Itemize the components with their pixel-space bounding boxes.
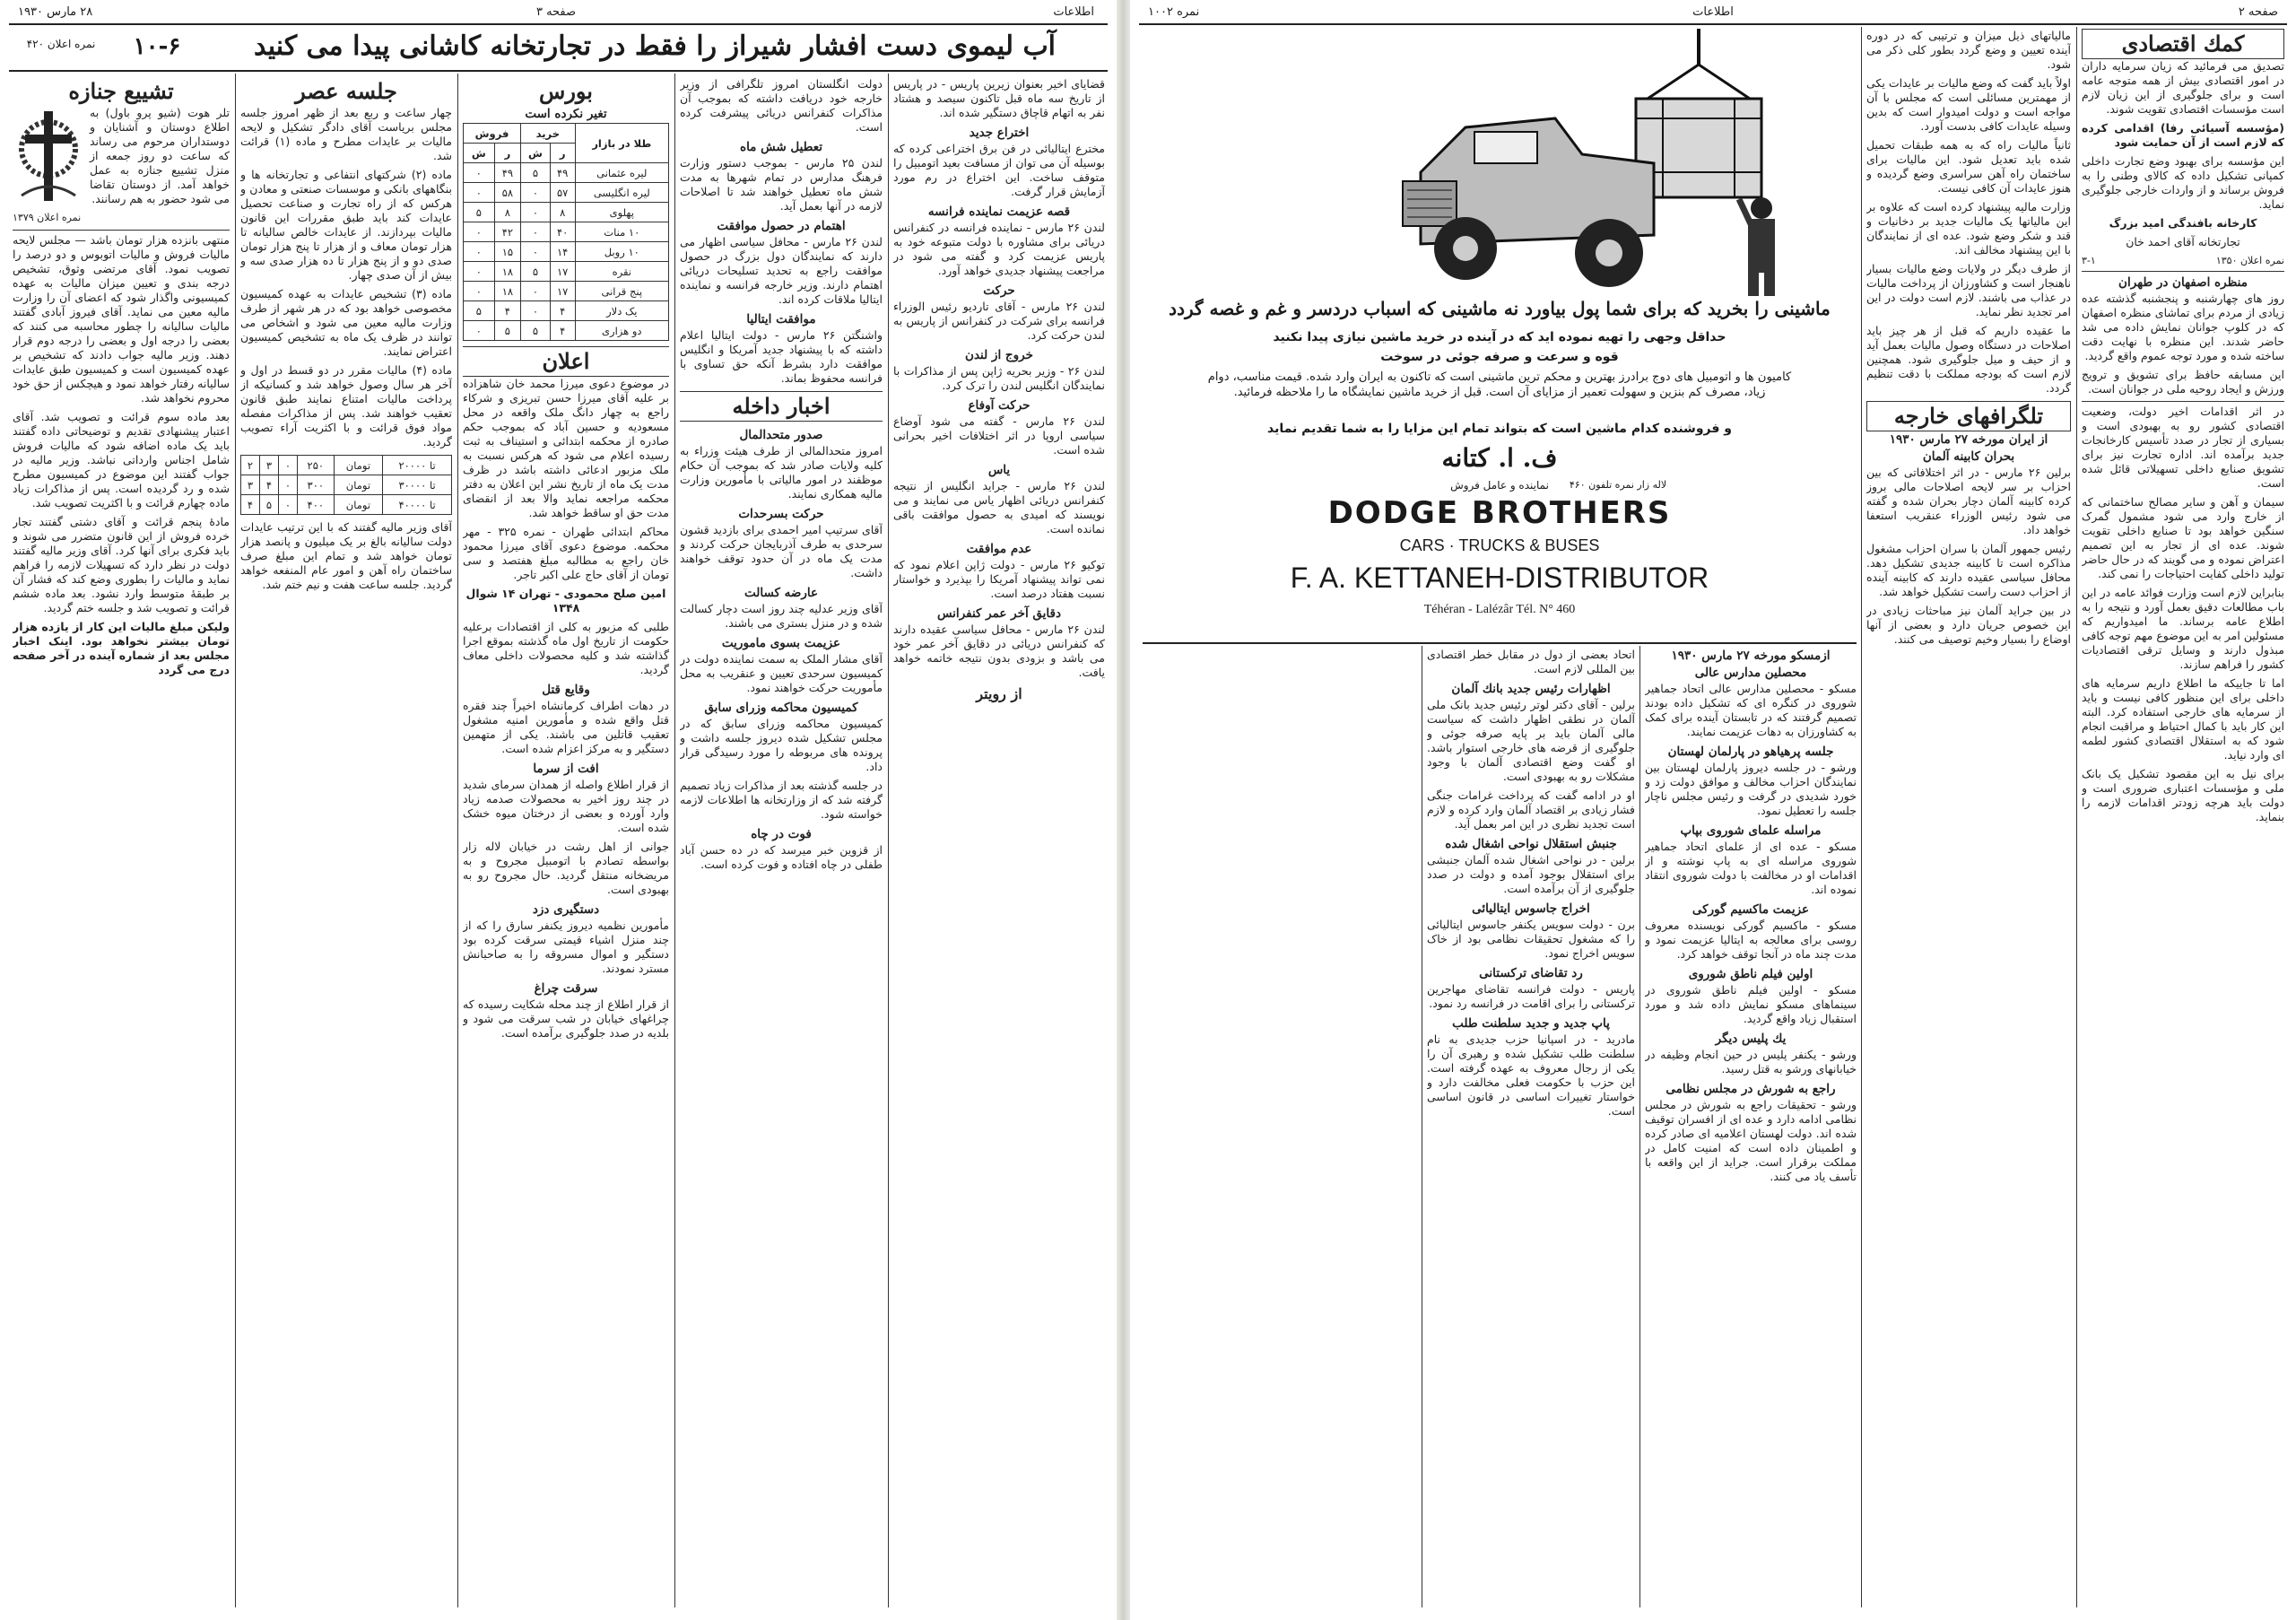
market-value: ۸ [550,203,575,222]
text: برلین - آقای دکتر لوتر رئیس جدید بانک ملی آلمان در نطقی اظهار داشت که سیاست مالی آلمان باید بر پایه صرفه جوئی و جلوگیری از قرضه های خارجی استوار باشد. او گفت وضع اقتصادی آلمان با وجود مشکلات رو به بهبودی است. [1427,698,1635,783]
subheading: صدور متحدالمال [739,428,823,442]
subheading: عارضه کسالت [744,586,819,600]
banner-ad-number: ۱۰-۶ [133,33,181,60]
text: ماده (۴) مالیات مقرر در دو قسط در اول و آخر هر سال وصول خواهد شد و کسانیکه از پرداخت مالیات امتناع نمایند طبق قانون تعقیب خواهند شد. پس از مذاکرات مفصله مواد فوق قرائت و با اکثریت آراء تصویب گردید. [240,363,452,449]
col-sub: ر [494,144,520,163]
subheading: عزیمت ماکسیم گورکی [1692,902,1810,917]
cross-wreath-icon [13,106,84,205]
market-row [464,163,669,183]
ad-line: و فروشنده کدام ماشین است که بتواند تمام این مزایا را به شما تقدیم نماید [1267,422,1732,436]
market-value: ۵ [464,203,495,222]
text: در اثر اقدامات اخیر دولت، وضعیت اقتصادی کشور رو به بهبودی است و بسیاری از تجار در صدد تأسیس کارخانجات جدید برآمده اند. اداره تجارت نیز برای تشویق صنایع داخلی تسهیلاتی قائل شده است. [2082,405,2284,490]
banner-ad: آب لیموی دست افشار شیراز را فقط در تجارتخانه کاشانی پیدا می کنید [253,30,1057,62]
text: آقای سرتیپ امیر احمدی برای بازدید قشون سرحدی به طرف آذربایجان حرکت کردند و مدت یک ماه در آن حدود توقف خواهند داشت. [680,523,883,579]
text: از قرار اطلاع از چند محله شکایت رسیده که چراغهای خیابان در شب سرقت می شود و بلدیه در صدد جلوگیری برآمده است. [463,997,669,1040]
market-value: ۰ [521,203,551,222]
text: توکیو ۲۶ مارس - دولت ژاپن اعلام نمود که نمی تواند پیشنهاد آمریکا را بپذیرد و خواستار نسبت هفتاد درصد است. [893,558,1105,600]
column-r5 [1143,648,1416,1607]
text: بنابراین لازم است وزارت فوائد عامه در این باب مطالعات دقیق بعمل آورد و نتیجه را به اطلاع عامه برساند. ما امیدواریم که مسئولین امر به این موضوع مهم توجه کافی مبذول دارند و وسایل ترقی اقتصادیات کشور را فراهم سازند. [2082,586,2284,671]
column-jalase [240,77,452,1611]
subheading: راجع به شورش در مجلس نظامی [1665,1082,1836,1096]
section-title-akhbar: اخبار داخله [680,391,883,422]
market-value: ۰ [464,163,495,183]
text: لندن ۲۶ - وزیر بحریه ژاپن پس از مذاکرات با نمایندگان انگلیس لندن را ترک کرد. [893,364,1105,392]
subheading: حرکت آوفاع [968,398,1031,413]
text: او در ادامه گفت که پرداخت غرامات جنگی فشار زیادی بر اقتصاد آلمان وارد کرده و لازم است تجدید نظری در این امر بعمل آید. [1427,788,1635,831]
ad-seller-sub: نماینده و عامل فروش [1450,479,1549,492]
tax-cell: ۰ [279,475,298,495]
text: ماده (۲) شرکتهای انتفاعی و تجارتخانه ها و بنگاههای بانکی و موسسات صنعتی و معادن و هرکس که از راه تجارت و صناعت تحصیل عایدات کند باید طبق مقررات این قانون مالیات بپردازند. از عایدات خالص سالیانه تا هزار تومان معاف و از هزار تا پنج هزار تومان صدی دو و از پنج هزار تا ده هزار صدی سه و بیش از آن صدی چهار. [240,168,452,282]
subheading: حرکت [983,283,1015,298]
text: برلین - در نواحی اشغال شده آلمان جنبشی برای استقلال بوجود آمده و دولت در صدد جلوگیری از آن برآمده است. [1427,853,1635,895]
market-value: ۵۸ [494,183,520,203]
subheading: دقایق آخر عمر کنفرانس [936,606,1062,621]
market-value: ۱۸ [494,262,520,282]
market-row [464,321,669,341]
text: تلر هوت (شیو پرو باول) به اطلاع دوستان و آشنایان و دوستداران مرحوم می رساند که ساعت دو روز جمعه از منزل تشییع جنازه به عمل خواهد آمد. از دوستان تقاضا می شود حضور به هم رسانند. [90,106,230,205]
market-value: ۰ [464,222,495,242]
text: محاکم ابتدائی طهران - نمره ۳۲۵ - مهر محکمه. موضوع دعوی آقای میرزا محمود خان راجع به مطالبه مبلغ هفتصد و سی تومان از آقای حاج علی اکبر تاجر. [463,525,669,581]
dateline: ازمسکو مورخه ۲۷ مارس ۱۹۳۰ [1671,649,1831,663]
text: اتحاد بعضی از دول در مقابل خطر اقتصادی بین المللی لازم است. [1427,648,1635,675]
subheading: وقایع قتل [542,683,590,697]
text: این مؤسسه برای بهبود وضع تجارت داخلی کمپانی تشکیل داده که کالای وطنی را به فروش برساند و از واردات خارجی جلوگیری نماید. [2082,154,2284,211]
subheading: منظره اصفهان در طهران [2118,275,2248,290]
market-value: ۸ [494,203,520,222]
subheading: کمیسیون محاکمه وزرای سابق [704,701,858,715]
market-value: ۰ [521,183,551,203]
market-value: ۰ [521,301,551,321]
market-value: ۴۲ [494,222,520,242]
text: مسکو - محصلین مدارس عالی اتحاد جماهیر شوروی در کنگره ای که تشکیل داده بودند تصمیم گرفتند که در تابستان آینده برای کمک به کشاورزان به دهات عزیمت نمایند. [1645,682,1857,738]
column-akhbar [680,77,883,1611]
column-reuter [893,77,1105,1611]
text: ورشو - یکنفر پلیس در حین انجام وظیفه در خیابانهای ورشو به قتل رسید. [1645,1048,1857,1076]
ad-line: حداقل وجهی را تهیه نموده اید که در آینده در خرید ماشین نیازی پیدا نکنید [1273,330,1726,344]
column-r3 [1645,648,1857,1607]
market-value: ۰ [521,282,551,301]
market-value: ۱۵ [494,242,520,262]
text: کمیسیون محاکمه وزرای سابق که در مجلس تشکیل شده دیروز جلسه داشت و پرونده های مربوطه را مورد رسیدگی قرار داد. [680,717,883,773]
text: ماده (۳) تشخیص عایدات به عهده کمیسیون مخصوصی خواهد بود که در هر شهر از طرف وزارت مالیه معین می شود و اشخاص می توانند در ظرف یک ماه به تشخیص کمیسیون اعتراض نمایند. [240,287,452,358]
tax-cell: تا ۴۰۰۰۰ [383,495,452,515]
subheading: عزیمت بسوی ماموریت [721,636,841,650]
elan-signature: امین صلح محمودی - تهران ۱۴ شوال ۱۳۴۸ [465,587,666,614]
text: در جلسه گذشته بعد از مذاکرات زیاد تصمیم گرفته شد که از وزارتخانه ها اطلاعات لازمه خواسته شود. [680,779,883,821]
market-row [464,262,669,282]
market-value: ۵۷ [550,183,575,203]
market-value: ۴۰ [550,222,575,242]
market-row [464,183,669,203]
subheading: فوت در چاه [751,827,812,841]
tax-table-body [241,456,452,515]
text: مادرید - در اسپانیا حزب جدیدی به نام سلطنت طلب تشکیل شده و رهبری آن را یکی از رجال معروف به عهده گرفته است. این حزب با حکومت فعلی مخالفت دارد و خواستار تغییرات اساسی در قانون اساسی است. [1427,1032,1635,1118]
tax-cell: ۳ [260,456,279,475]
subheading: تعطیل شش ماه [740,140,822,154]
text: ورشو - تحقیقات راجع به شورش در مجلس نظامی ادامه دارد و عده ای از افسران توقیف شده اند. دولت لهستان اعلامیه ای صادر کرده و اطمینان داده است که امنیت کامل در مملکت برقرار است. جراید از این واقعه با تأسف یاد می کنند. [1645,1098,1857,1183]
ad-body: کامیون ها و اتومبیل های دوج برادرز بهترین و محکم ترین ماشینی است که تاکنون به ایران وارد شده. قیمت مناسب، دوام زیاد، مصرف کم بنزین و سهولت تعمیر از مزایای آن است. قبل از خرید ماشین نمایشگاه ما را ملاحظه فرمائید. [1207,370,1792,399]
column-komak [2082,29,2284,1607]
market-value: ۵ [521,262,551,282]
banner-ad-label: نمره اعلان ۴۲۰ [26,38,96,50]
subheading: محصلین مدارس عالی [1694,666,1807,680]
banner-rule [9,70,1108,72]
market-value: ۴۹ [494,163,520,183]
market-item: لیره عثمانی [575,163,668,183]
text: آقای وزیر عدلیه چند روز است دچار کسالت شده و در منزل بستری می باشند. [680,602,883,630]
ad-seller: ف. ا. کتانه [1441,443,1558,473]
text: آقای وزیر مالیه گفتند که با این ترتیب عایدات دولت سالیانه بالغ بر یک میلیون و پانصد هزار تومان خواهد شد و تمام این مبلغ صرف ساختمان راه آهن و امور عام المنفعه خواهد گردید. جلسه ساعت هفت و نیم ختم شد. [240,520,452,591]
market-item: نقره [575,262,668,282]
text: پاریس - دولت فرانسه تقاضای مهاجرین ترکستانی را برای اقامت در فرانسه رد نمود. [1427,982,1635,1010]
tax-cell: تومان [334,475,383,495]
column-bourse [463,77,669,1611]
text-bold: کارخانه بافندگی امید بزرگ [2109,216,2257,230]
text: بعد ماده سوم قرائت و تصویب شد. آقای اعتبار پیشنهادی تقدیم و توضیحاتی داده گفتند باید یک ماده اضافه شود که مالیات فروش شامل اجناس وارداتی نباشد. وزیر مالیه در جواب گفتند این موضوع در کمیسیون مطرح شده و رد گردیده است. پس از مذاکرات زیاد ماده چهارم قرائت و با اکثریت تصویب شد. [13,410,230,510]
text: آقای مشار الملک به سمت نماینده دولت در کمیسیون سرحدی تعیین و عنقریب به محل مأموریت حرکت خواهند نمود. [680,652,883,694]
subheading: یك پلیس دیگر [1715,1032,1787,1046]
left-header-page: صفحه ۳ [535,5,577,19]
subheading: افت از سرما [533,762,599,776]
tax-cell: ۰ [279,495,298,515]
text: برای نیل به این مقصود تشکیل یک بانک ملی و مؤسسات اعتباری ضروری است و دولت باید هرچه زودتر اقدامات لازمه را بنماید. [2082,767,2284,823]
left-header-paper: اطلاعات [1053,5,1094,19]
market-value: ۱۷ [550,282,575,301]
subheading: بحران کابینه آلمان [1922,449,2015,464]
text: امروز متحدالمالی از طرف هیئت وزراء به کلیه ولایات صادر شد که بموجب آن حکام موظفند در امور مالیاتی با مأمورین وزارت مالیه همکاری نمایند. [680,444,883,501]
text: در دهات اطراف کرمانشاه اخیراً چند فقره قتل واقع شده و مأمورین امنیه مشغول تعقیب قاتلین می باشند. یکی از متهمین دستگیر و به مرکز اعزام شده است. [463,699,669,755]
col-sub: ش [464,144,495,163]
market-value: ۰ [464,183,495,203]
komak-title: کمك اقتصادی [2082,29,2284,59]
ad-label: نمره اعلان ۱۳۷۹ [13,212,82,223]
section-title: از رویتر [976,685,1022,702]
ad-line: قوه و سرعت و صرفه جوئی در سوخت [1380,350,1619,364]
bourse-title: بورس [539,78,593,104]
ad-distributor: F. A. KETTANEH-DISTRIBUTOR [1290,562,1709,594]
tax-cell: ۵ [260,495,279,515]
text: تجارتخانه آقای احمد خان [2126,235,2240,248]
subheading: قصه عزیمت نماینده فرانسه [927,205,1071,219]
ad-label: نمره اعلان ۱۳۵۰ [2215,255,2284,266]
text: لندن ۲۶ مارس - جراید انگلیس از نتیجه کنفرانس دریائی اظهار یاس می نمایند و می نویسند که امیدی به حصول موافقت باقی نمانده است. [893,479,1105,536]
text: از قرار اطلاع واصله از همدان سرمای شدید در چند روز اخیر به محصولات صدمه زیاد وارد آورده و بعضی از درختان میوه خشک شده است. [463,778,669,834]
market-row [464,282,669,301]
ad-brand-sub: CARS · TRUCKS & BUSES [1399,536,1600,554]
text: واشنگتن ۲۶ مارس - دولت ایتالیا اعلام داشته که با پیشنهاد جدید آمریکا و انگلیس موافقت دارد بشرط آنکه حق تساوی با فرانسه محفوظ بماند. [680,328,883,385]
text: رئیس جمهور آلمان با سران احزاب مشغول مذاکره است تا کابینه جدیدی تشکیل دهد. محافل سیاسی عقیده دارند که کابینه آینده از احزاب دست راست تشکیل خواهد شد. [1866,542,2071,598]
ad-brand: DODGE BROTHERS [1327,495,1672,531]
tax-row [241,456,452,475]
text: لندن ۲۶ مارس - نماینده فرانسه در کنفرانس دریائی برای مشاوره با دولت متبوعه خود به پاریس عزیمت کرد و گفته می شود در مراجعت پیشنهاد جدیدی خواهد آورد. [893,221,1105,277]
tax-cell: ۲ [241,456,260,475]
market-table-body [464,163,669,341]
ad-address: Téhéran - Lalézâr Tél. N° 460 [1423,603,1576,616]
subheading: اهتمام در حصول موافقت [717,219,846,233]
text-bold: (مؤسسه آسیائی رفا) اقدامی کرده که لازم است از آن حمایت شود [2082,121,2284,149]
subheading: دستگیری دزد [532,902,600,917]
market-value: ۴ [494,301,520,321]
text: مخترع ایتالیائی در فن برق اختراعی کرده که بوسیله آن می توان از مسافت بعید اتومبیل را متوقف ساخت. این اختراع در رم مورد آزمایش قرار گرفت. [893,142,1105,198]
subheading: خروج از لندن [965,348,1033,362]
tax-table [240,455,452,515]
col-sub: ش [521,144,551,163]
truck-illustration-icon [1385,29,1833,298]
market-value: ۵ [521,321,551,341]
market-value: ۱۸ [494,282,520,301]
text: اولاً باید گفت که وضع مالیات بر عایدات یکی از مهمترین مسائلی است که مجلس با آن مواجه است و دولت امیدوار است که بدین وسیله عایدات کافی بدست آورد. [1866,76,2071,133]
text: مسکو - عده ای از علمای اتحاد جماهیر شوروی مراسله ای به پاپ نوشته و از اقدامات او در مخالفت با دولت شوروی انتقاد نموده اند. [1645,840,1857,896]
market-value: ۵ [464,301,495,321]
market-value: ۵ [521,163,551,183]
text: برن - دولت سویس یکنفر جاسوس ایتالیائی را که مشغول تحقیقات نظامی بود از خاک سویس اخراج نمود. [1427,918,1635,960]
text: اما تا جاییکه ما اطلاع داریم سرمایه های داخلی برای این منظور کافی نیست و باید از سرمایه های خارجی استفاده کرد. البته این کار باید با کمال احتیاط و مراقبت انجام شود که به استقلال اقتصادی کشور لطمه ای وارد نیاید. [2082,676,2284,762]
text: لندن ۲۶ مارس - آقای تاردیو رئیس الوزراء فرانسه برای شرکت در کنفرانس از پاریس به لندن حرکت کرد. [893,300,1105,342]
ad-headline: ماشینی را بخرید که برای شما پول بیاورد نه ماشینی که اسباب دردسر و غم و غصه گردد [1169,298,1831,319]
market-row [464,222,669,242]
market-table [463,123,669,341]
market-item: پنج قرانی [575,282,668,301]
text: این مسابقه حافظ برای تشویق و ترویج ورزش و ایجاد روحیه ملی در جوانان است. [2082,368,2284,396]
market-item: ۱۰ منات [575,222,668,242]
text: در موضوع دعوی میرزا محمد خان شاهزاده بر علیه آقای میرزا حسن تبریزی و شرکاء راجع به چهار دانگ ملک واقعه در محل مسعودیه و حسین آباد که بموجب حکم صادره از محکمه ابتدائی و استیناف به ثبت رسیده اعلام می شود که هرکس نسبت به ملک مزبور ادعائی داشته باشد در ظرف مدت یک ماه از تاریخ نشر این اعلان به دفتر محکمه مراجعه نماید والا بعد از انقضای مدت حق او ساقط خواهد شد. [463,377,669,519]
col-head-buy: خرید [521,124,575,144]
market-row [464,301,669,321]
subheading: پاپ جدید و جدید سلطنت طلب [1452,1016,1610,1031]
market-value: ۰ [521,242,551,262]
text: تصدیق می فرمائید که زیان سرمایه داران در امور اقتصادی بیش از همه متوجه عامه است و برای جلوگیری از این زیان لازم است مؤسسات اقتصادی تقویت شوند. [2082,59,2284,116]
left-page [0,0,1117,1620]
market-value: ۰ [464,242,495,262]
tax-row [241,495,452,515]
market-item: ۱۰ روبل [575,242,668,262]
text: روز های چهارشنبه و پنجشنبه گذشته عده زیادی از مردم برای تماشای منظره اصفهان که در کلوپ جوانان نمایش داده می شد حاضر شدند. این منظره با نهایت دقت ساخته شده و مورد توجه عموم واقع گردید. [2082,292,2284,362]
text: سیمان و آهن و سایر مصالح ساختمانی که از خارج وارد می شود مشمول گمرک سنگین خواهد بود تا صنایع داخلی تقویت شوند. عده ای از تجار به این تصمیم اعتراض نموده و می گویند که در حال حاضر تولید داخلی کفایت احتیاجات را نمی کند. [2082,495,2284,580]
text: از قزوین خبر میرسد که در ده حسن آباد طفلی در چاه افتاده و فوت کرده است. [680,843,883,871]
tax-cell: ۳۰۰ [298,475,335,495]
text: وزارت مالیه پیشنهاد کرده است که علاوه بر این مالیاتها یک مالیات جدید بر دخانیات و قند و شکر وضع شود. عده ای از نمایندگان با این پیشنهاد مخالف اند. [1866,200,2071,257]
market-value: ۰ [521,222,551,242]
text: مأمورین نظمیه دیروز یکنفر سارق را که از چند منزل اشیاء قیمتی سرقت کرده بود دستگیر و اموال مسروقه را به صاحبانش مسترد نمودند. [463,919,669,975]
tax-cell: ۲۵۰ [298,456,335,475]
subheading: حرکت بسرحدات [738,507,824,521]
dodge-advertisement [1143,29,1857,642]
right-header-paper: اطلاعات [1692,5,1734,19]
text: مادهٔ پنجم قرائت و آقای دشتی گفتند تجار خرده فروش از این قانون متضرر می شوند و باید فکری برای آنها کرد. آقای وزیر مالیه گفتند دولت در نظر دارد که تسهیلات لازمه را فراهم نماید و مالیات را بطوری وضع کند که فشار آن بر طبقهٔ متوسط وارد نشود. بعد ماده ششم قرائت و تصویب شد و جلسه ختم گردید. [13,515,230,614]
market-value: ۰ [464,262,495,282]
subheading: یاس [987,463,1011,477]
col-sub: ر [550,144,575,163]
market-value: ۱۷ [550,262,575,282]
tax-cell: ۴ [241,495,260,515]
market-row [464,242,669,262]
text: مالیاتهای ذیل میزان و ترتیبی که در دوره آینده تعیین و وضع گردد بطور کلی ذکر می شود. [1866,29,2071,71]
text: لندن ۲۶ مارس - محافل سیاسی عقیده دارند که کنفرانس دریائی در دقایق آخر عمر خود می باشد و بزودی بدون نتیجه خاتمه خواهد یافت. [893,623,1105,679]
subheading: جلسه پرهیاهو در پارلمان لهستان [1667,745,1834,759]
column-tashyi [13,77,230,1611]
tax-cell: ۳ [241,475,260,495]
elan-title: اعلان [463,346,669,377]
text: دولت انگلستان امروز تلگرافی از وزیر خارجه خود دریافت داشته که بموجب آن مذاکرات کنفرانس دریائی پیشرفت کرده است. [680,77,883,134]
text: جوانی از اهل رشت در خیابان لاله زار بواسطه تصادم با اتومبیل مجروح و به مریضخانه منتقل گردید. حال مجروح رو به بهبودی است. [463,840,669,896]
text: برلین ۲۶ مارس - در اثر اختلافاتی که بین احزاب بر سر لایحه اصلاحات مالی بروز کرده کابینه آلمان دچار بحران شده و گفته می شود رئیس الوزراء عنقریب استعفا خواهد داد. [1866,466,2071,536]
tashyi-title: تشییع جنازه [68,78,174,104]
tax-row [241,475,452,495]
column-second [1866,29,2071,1607]
ad-number: ۳-۱ [2082,255,2096,266]
subheading: عدم موافقت [966,542,1032,556]
subheading: اظهارات رئیس جدید بانك آلمان [1451,682,1611,696]
market-value: ۰ [464,321,495,341]
subheading: رد تقاضای ترکستانی [1479,966,1583,980]
tax-cell: تومان [334,495,383,515]
text: در بین جراید آلمان نیز مباحثات زیادی در این خصوص جریان دارد و بعضی از آنها اوضاع را بسیار وخیم توصیف می کنند. [1866,604,2071,646]
subheading: اخراج جاسوس ایتالیائی [1472,901,1590,916]
text: طلبی که مزبور به کلی از اقتصادات برعلیه حکومت از تاریخ اول ماه گذشته بموقع اجرا گذاشته شد و کلیه محصولات داخلی معاف گردید. [463,620,669,676]
market-item: پهلوی [575,203,668,222]
text: ثانیاً مالیات راه که به همه طبقات تحمیل شده باید تعدیل شود. این مالیات برای ساختمان راه آهن سراسری وضع گردیده و هنوز عایدات آن کافی نیست. [1866,138,2071,195]
col-head-gold: طلا در بازار [575,124,668,163]
market-value: ۵ [494,321,520,341]
tax-cell: ۴ [260,475,279,495]
subheading: اختراع جدید [969,126,1030,140]
market-item: یک دلار [575,301,668,321]
text: لندن ۲۶ مارس - محافل سیاسی اظهار می دارند که نمایندگان دول بزرگ در حصول موافقت راجع به تحدید تسلیحات دریائی اهتمام دارند. وزیر خارجه فرانسه و نماینده ایتالیا ملاقات کرده اند. [680,235,883,306]
market-item: لیره انگلیسی [575,183,668,203]
subheading: از ایران مورخه ۲۷ مارس ۱۹۳۰ [1889,432,2048,447]
text-bold: ولیکن مبلغ مالیات این کار از یازده هزار تومان بیشتر نخواهد بود. اینک اخبار مجلس بعد از شماره آینده در آخر صفحه درج می گردد [13,620,230,676]
market-value: ۱۴ [550,242,575,262]
tax-cell: ۴۰۰ [298,495,335,515]
text: مسکو - اولین فیلم ناطق شوروی در سینماهای مسکو نمایش داده شد و مورد استقبال زیاد واقع گردید. [1645,983,1857,1025]
text: منتهی بانزده هزار تومان باشد — مجلس لایحه مالیات فروش و مالیات اتوبوس و دو درصد را تصویب نمود. آقای مرتضی وثوق، تشخیص درجه بندی و تعیین میزان مالیات به عهده کمیسیونی واگذار شود که اعضای آن را وزارت مالیه معین می نماید. آقای فیروز آبادی گفتند مالیات سالیانه را چطور محاسبه می کنند که بعضی را درجه اول و بعضی را درجه دوم قرار دهند. وزیر مالیه جواب دادند که تشخیص بر عهده کمیسیون است و کمیسیون طبق عایدات سالیانه رفتار خواهد نمود و هیچکس از حق خود محروم نخواهد شد. [13,233,230,405]
market-item: دو هزاری [575,321,668,341]
market-value: ۴ [550,321,575,341]
market-value: ۰ [464,282,495,301]
subheading: موافقت ایتالیا [746,312,816,327]
text: ورشو - در جلسه دیروز پارلمان لهستان بین نمایندگان احزاب مخالف و موافق دولت زد و خورد شدیدی در گرفت و رئیس مجلس ناچار جلسه را تعطیل نمود. [1645,761,1857,817]
subheading: اولین فیلم ناطق شوروی [1688,967,1813,981]
telegraph-title: تلگرافهای خارجه [1866,401,2071,431]
subheading: جنبش استقلال نواحی اشغال شده [1445,837,1617,851]
bourse-subtitle: تغیر نکرده است [525,107,607,121]
tax-cell: تومان [334,456,383,475]
col-head-sell: فروش [464,124,521,144]
text: از طرف دیگر در ولایات وضع مالیات بسیار ناهنجار است و کشاورزان از پرداخت مالیات در عذاب می باشند. لازم است دولت در این امر تجدید نظر نماید. [1866,262,2071,318]
tax-cell: تا ۲۰۰۰۰ [383,456,452,475]
tax-cell: ۰ [279,456,298,475]
subheading: مراسله علمای شوروی بپاپ [1680,823,1822,838]
text: چهار ساعت و ربع بعد از ظهر امروز جلسه مجلس بریاست آقای دادگر تشکیل و لایحه مالیات بر عایدات مطرح و ماده (۱) قرائت شد. [240,106,452,162]
column-r4 [1427,648,1635,1607]
text: لندن ۲۵ مارس - بموجب دستور وزارت فرهنگ مدارس در تمام شهرها به مدت شش ماه تعطیل خواهند شد تا اصلاحات لازمه در آنها بعمل آید. [680,156,883,213]
text: ما عقیده داریم که قبل از هر چیز باید اصلاحات در دستگاه وصول مالیات بعمل آید و از حیف و میل جلوگیری شود. همچنین لازم است که بودجه مملکت با دقت تنظیم گردد. [1866,324,2071,395]
text: مسکو - ماکسیم گورکی نویسنده معروف روسی برای معالجه به ایتالیا عزیمت نمود و مدت چند ماه در آنجا توقف خواهد کرد. [1645,919,1857,961]
ad-seller-address: لاله زار نمره تلفون ۴۶۰ [1569,479,1667,491]
market-value: ۴ [550,301,575,321]
page-gutter [1117,0,1130,1620]
subheading: سرقت چراغ [534,981,598,996]
text: لندن ۲۶ مارس - گفته می شود آوضاع سیاسی اروپا در اثر اختلافات اخیر بحرانی شده است. [893,414,1105,457]
right-page [1130,0,2296,1620]
right-header-page: صفحه ۲ [2238,5,2278,19]
tax-cell: تا ۳۰۰۰۰ [383,475,452,495]
jalase-title: جلسه عصر [295,78,397,104]
market-value: ۴۹ [550,163,575,183]
right-header-number: نمره ۱۰۰۲ [1148,5,1200,19]
text: قضایای اخیر بعنوان زیرین پاریس - در پاریس از تاریخ سه ماه قبل تاکنون سیصد و هشتاد نفر به اتهام قاچاق دستگیر شده اند. [893,77,1105,119]
left-header-date: ۲۸ مارس ۱۹۳۰ [18,5,93,19]
header-rule [9,23,1108,25]
market-row [464,203,669,222]
